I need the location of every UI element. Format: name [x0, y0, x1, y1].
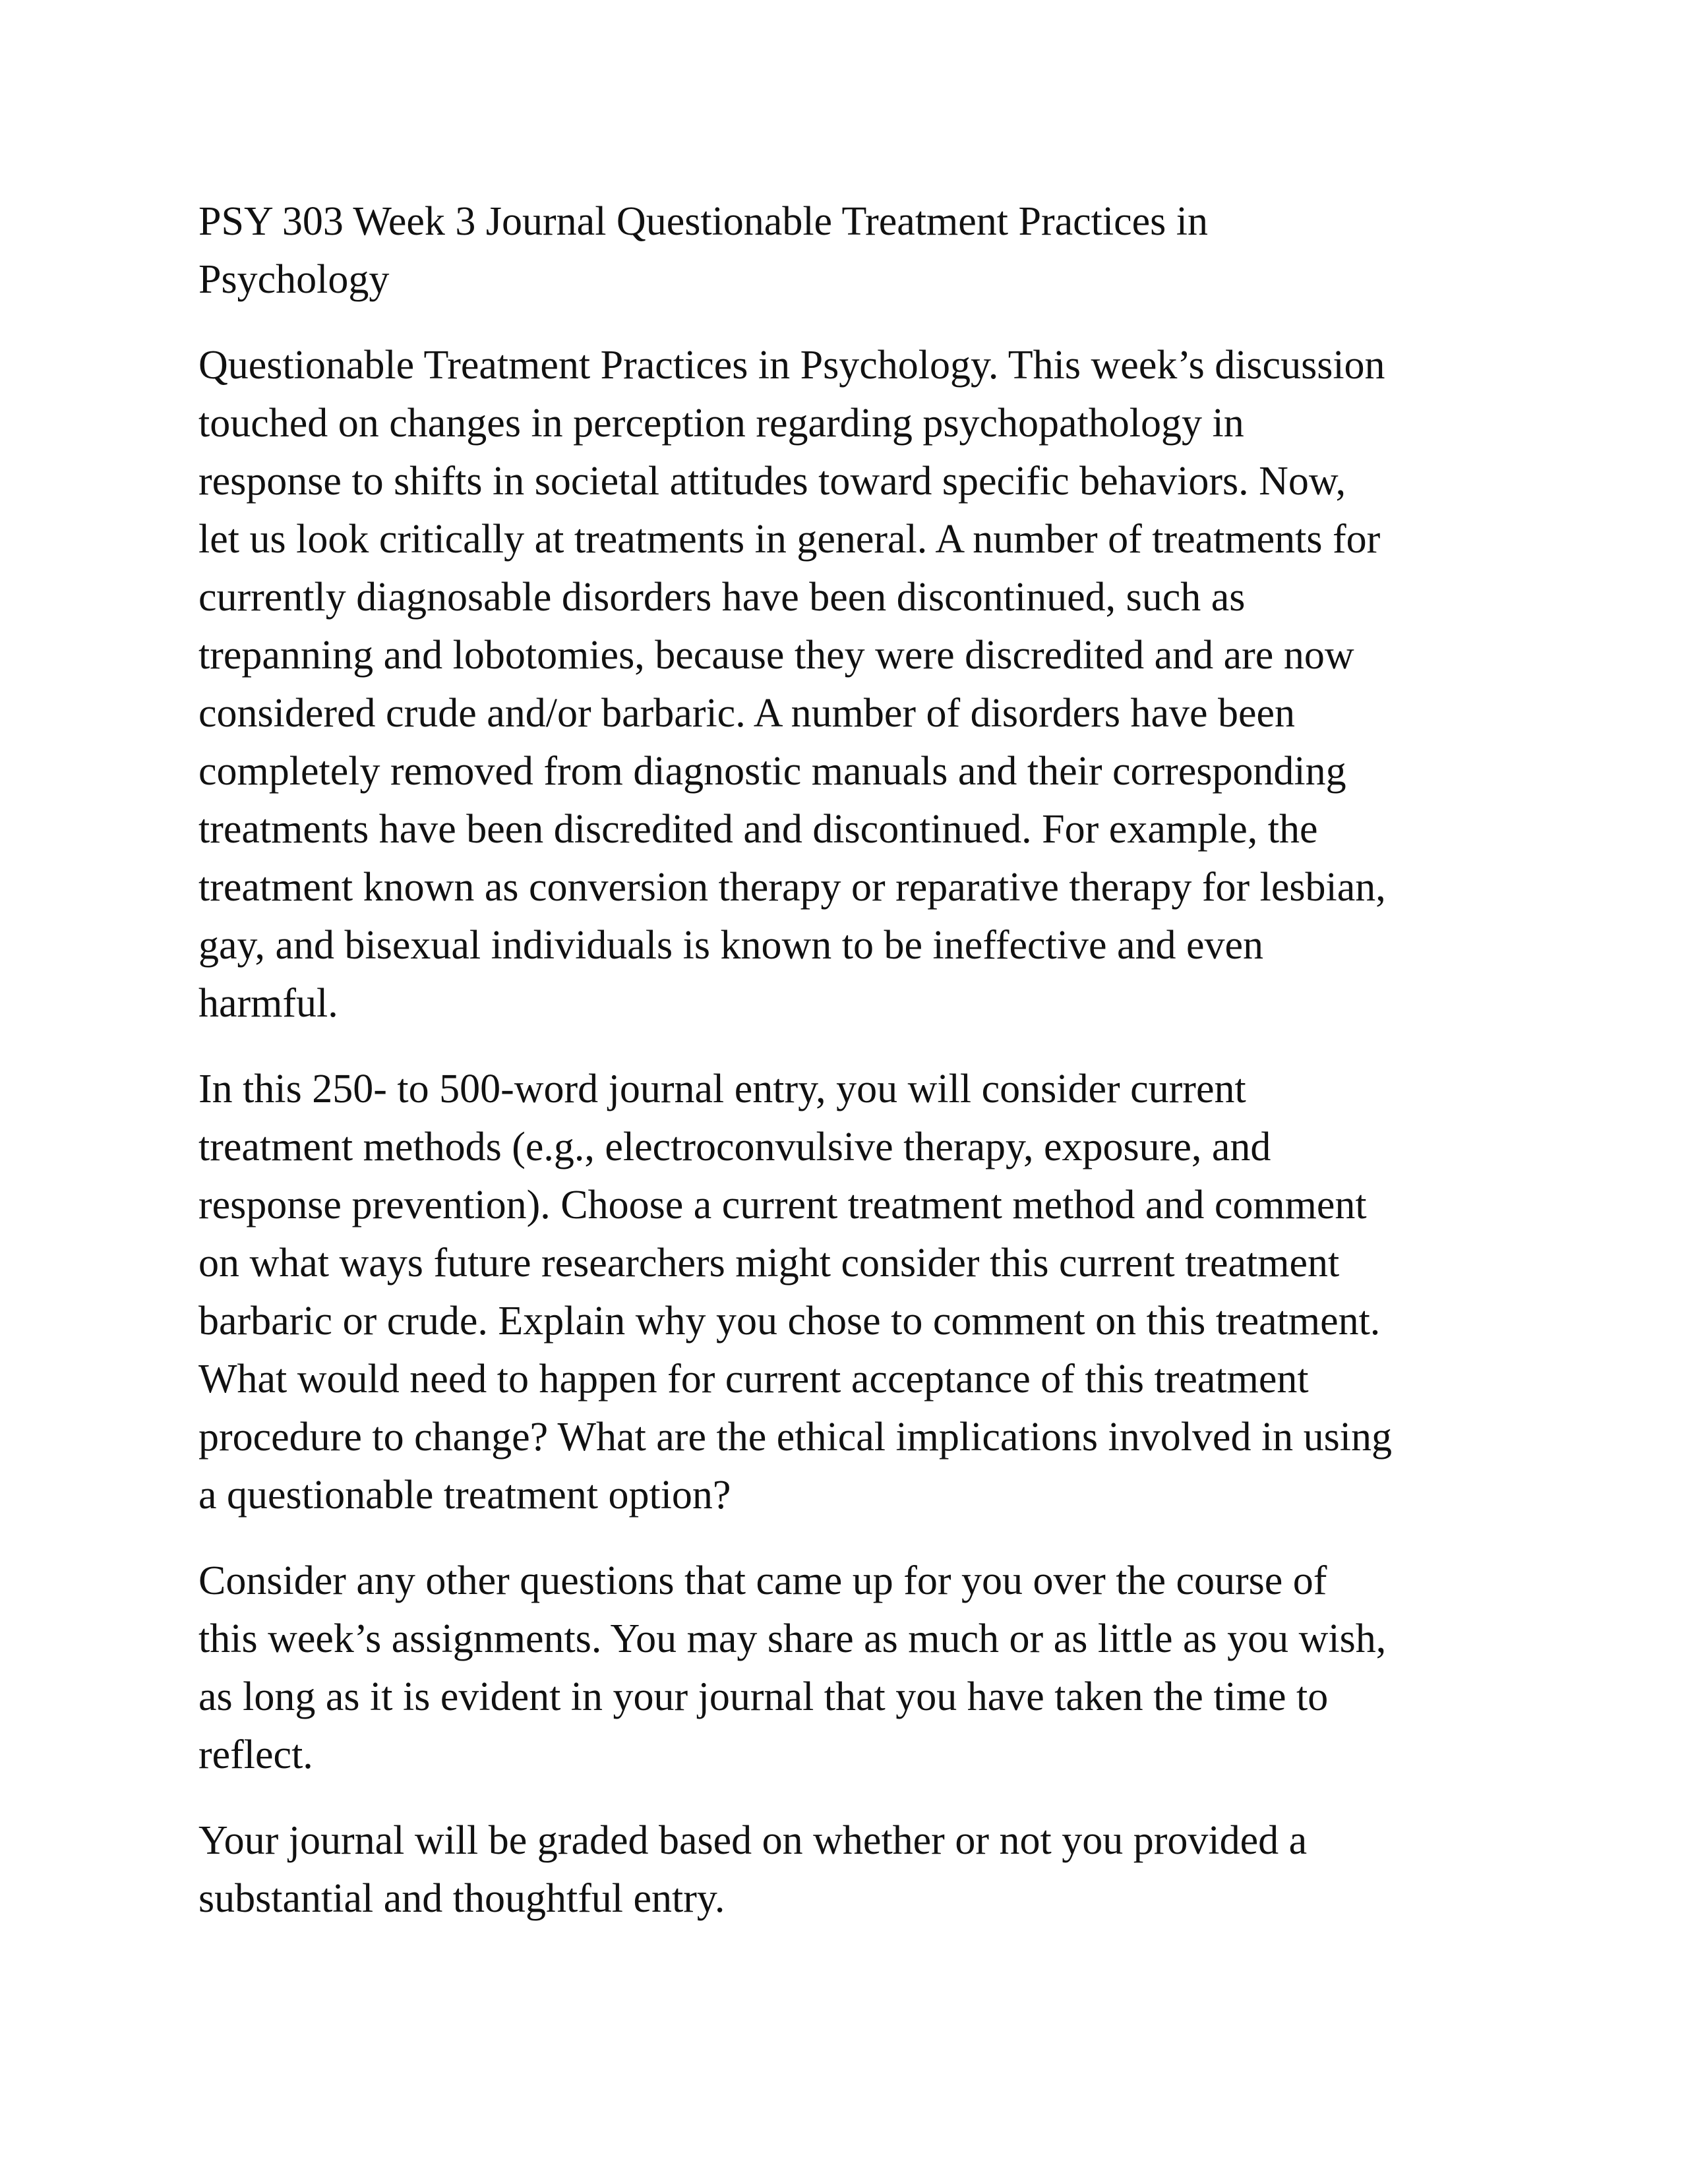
document-title	[198, 192, 1517, 309]
text-line: a questionable treatment option?	[198, 1473, 731, 1518]
text-line: harmful.	[198, 981, 338, 1026]
paragraph-intro	[198, 336, 1517, 1032]
text-line: on what ways future researchers might consider this current treatment	[198, 1241, 1340, 1285]
text-line: completely removed from diagnostic manuals and their corresponding	[198, 749, 1346, 794]
text-line: substantial and thoughtful entry.	[198, 1876, 725, 1921]
text-line: response to shifts in societal attitudes toward specific behaviors. Now,	[198, 459, 1346, 504]
text-line: Questionable Treatment Practices in Psychology. This week’s discussion	[198, 343, 1385, 388]
title-line: Psychology	[198, 257, 390, 302]
title-line: PSY 303 Week 3 Journal Questionable Treatment Practices in	[198, 199, 1209, 244]
text-line: touched on changes in perception regarding psychopathology in	[198, 401, 1244, 446]
paragraph-assignment	[198, 1060, 1517, 1524]
text-line: Your journal will be graded based on whether or not you provided a	[198, 1818, 1308, 1863]
text-line: reflect.	[198, 1732, 313, 1777]
text-line: treatments have been discredited and discontinued. For example, the	[198, 807, 1318, 852]
text-line: What would need to happen for current acceptance of this treatment	[198, 1357, 1309, 1402]
text-line: treatment methods (e.g., electroconvulsive therapy, exposure, and	[198, 1125, 1271, 1169]
text-line: currently diagnosable disorders have been discontinued, such as	[198, 575, 1246, 620]
text-line: considered crude and/or barbaric. A number of disorders have been	[198, 691, 1296, 736]
paragraph-reflection	[198, 1552, 1517, 1784]
text-line: Consider any other questions that came up for you over the course of	[198, 1558, 1327, 1603]
text-line: barbaric or crude. Explain why you chose to comment on this treatment.	[198, 1299, 1381, 1343]
text-line: response prevention). Choose a current treatment method and comment	[198, 1183, 1367, 1227]
text-line: In this 250- to 500-word journal entry, you will consider current	[198, 1067, 1246, 1111]
document-body	[198, 192, 1517, 1955]
text-line: this week’s assignments. You may share as much or as little as you wish,	[198, 1616, 1387, 1661]
text-line: procedure to change? What are the ethical implications involved in using	[198, 1415, 1393, 1460]
text-line: trepanning and lobotomies, because they were discredited and are now	[198, 633, 1354, 678]
text-line: as long as it is evident in your journal that you have taken the time to	[198, 1674, 1329, 1719]
text-line: let us look critically at treatments in general. A number of treatments for	[198, 517, 1381, 562]
text-line: gay, and bisexual individuals is known to be ineffective and even	[198, 923, 1264, 968]
paragraph-grading	[198, 1812, 1517, 1928]
text-line: treatment known as conversion therapy or reparative therapy for lesbian,	[198, 865, 1386, 910]
